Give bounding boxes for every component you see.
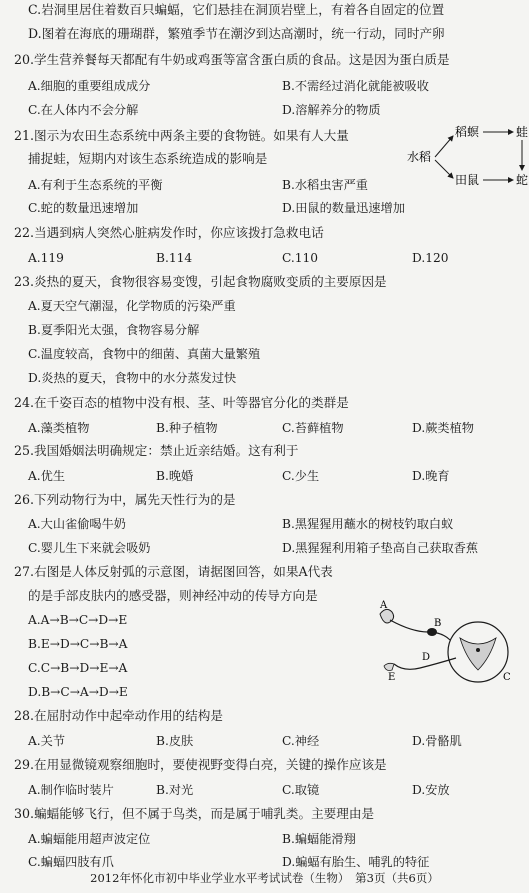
node-vole: 田鼠 <box>455 173 480 187</box>
q30-option-b: B.蝙蝠能滑翔 <box>282 832 356 846</box>
node-snake: 蛇 <box>516 173 529 187</box>
q27-option-d: D.B→C→A→D→E <box>28 685 128 699</box>
q26-option-b: B.黑猩猩用蘸水的树枝钓取白蚁 <box>282 517 454 531</box>
q23-option-a: A.夏天空气潮湿，化学物质的污染严重 <box>28 299 236 313</box>
q22-option-a: A.119 <box>28 251 64 265</box>
reflex-arc-diagram <box>350 598 520 690</box>
q28-stem: 28.在屈肘动作中起牵动作用的结构是 <box>14 708 223 723</box>
q29-option-d: D.安放 <box>412 783 450 797</box>
q20-option-d: D.溶解养分的物质 <box>282 103 381 117</box>
q28-option-b: B.皮肤 <box>156 734 194 748</box>
q21-option-c: C.蛇的数量迅速增加 <box>28 201 139 215</box>
q26-option-d: D.黑猩猩利用箱子垫高自己获取香蕉 <box>282 541 479 555</box>
q23-option-b: B.夏季阳光太强，食物容易分解 <box>28 323 200 337</box>
q22-stem: 22.当遇到病人突然心脏病发作时，你应该拨打急救电话 <box>14 225 324 240</box>
q29-option-a: A.制作临时装片 <box>28 783 114 797</box>
q29-option-b: B.对光 <box>156 783 194 797</box>
q27-stem-line1: 27.右图是人体反射弧的示意图，请据图回答，如果A代表 <box>14 564 333 579</box>
label-a: A <box>380 600 388 611</box>
q25-stem: 25.我国婚姻法明确规定：禁止近亲结婚。这有利于 <box>14 443 299 458</box>
q27-option-c: C.C→B→D→E→A <box>28 661 128 675</box>
label-e: E <box>388 672 396 683</box>
q22-option-c: C.110 <box>282 251 319 265</box>
q24-option-c: C.苔藓植物 <box>282 421 344 435</box>
q28-option-d: D.骨骼肌 <box>412 734 462 748</box>
q24-option-b: B.种子植物 <box>156 421 218 435</box>
q25-option-c: C.少生 <box>282 469 320 483</box>
q20-option-c: C.在人体内不会分解 <box>28 103 139 117</box>
q25-option-b: B.晚婚 <box>156 469 194 483</box>
q20-stem: 20.学生营养餐每天都配有牛奶或鸡蛋等富含蛋白质的食品。这是因为蛋白质是 <box>14 52 450 67</box>
food-chain-diagram <box>405 122 529 200</box>
q19-option-d: D.图着在海底的珊瑚群，繁殖季节在潮汐到达高潮时，统一行动，同时产卵 <box>28 26 445 41</box>
q28-option-a: A.关节 <box>28 734 66 748</box>
q23-option-d: D.炎热的夏天，食物中的水分蒸发过快 <box>28 371 237 385</box>
q30-stem: 30.蝙蝠能够飞行，但不属于鸟类，而是属于哺乳类。主要理由是 <box>14 806 375 821</box>
q20-option-b: B.不需经过消化就能被吸收 <box>282 79 429 93</box>
node-frog: 蛙 <box>516 125 529 139</box>
q26-option-a: A.大山雀偷喝牛奶 <box>28 517 126 531</box>
label-c: C <box>503 672 511 683</box>
q29-stem: 29.在用显微镜观察细胞时，要使视野变得白亮，关键的操作应该是 <box>14 757 387 772</box>
q25-option-a: A.优生 <box>28 469 66 483</box>
label-d: D <box>422 652 431 663</box>
q27-option-b: B.E→D→C→B→A <box>28 637 128 651</box>
q30-option-c: C.蝙蝠四肢有爪 <box>28 855 114 869</box>
q19-option-c: C.岩洞里居住着数百只蝙蝠，它们悬挂在洞顶岩壁上，有着各自固定的位置 <box>28 2 445 17</box>
q20-option-a: A.细胞的重要组成成分 <box>28 79 151 93</box>
label-b: B <box>434 618 442 629</box>
q21-option-b: B.水稻虫害严重 <box>282 178 368 192</box>
q24-option-a: A.藻类植物 <box>28 421 90 435</box>
q27-stem-line2: 的是手部皮肤内的感受器，则神经冲动的传导方向是 <box>28 588 318 603</box>
node-rice: 水稻 <box>407 150 432 164</box>
q26-stem: 26.下列动物行为中，属先天性行为的是 <box>14 492 236 507</box>
q21-option-d: D.田鼠的数量迅速增加 <box>282 201 405 215</box>
q23-stem: 23.炎热的夏天，食物很容易变馊，引起食物腐败变质的主要原因是 <box>14 274 387 289</box>
page-footer: 2012年怀化市初中毕业学业水平考试试卷（生物） 第3页（共6页） <box>90 871 439 885</box>
q28-option-c: C.神经 <box>282 734 320 748</box>
q24-stem: 24.在千姿百态的植物中没有根、茎、叶等器官分化的类群是 <box>14 395 349 410</box>
q26-option-c: C.婴儿生下来就会吸奶 <box>28 541 151 555</box>
q22-option-d: D.120 <box>412 251 449 265</box>
q21-option-a: A.有利于生态系统的平衡 <box>28 178 163 192</box>
q25-option-d: D.晚育 <box>412 469 450 483</box>
q29-option-c: C.取镜 <box>282 783 320 797</box>
q22-option-b: B.114 <box>156 251 193 265</box>
node-locust: 稻螟 <box>455 125 480 139</box>
q30-option-a: A.蝙蝠能用超声波定位 <box>28 832 151 846</box>
q27-option-a: A.A→B→C→D→E <box>28 613 128 627</box>
q21-stem-line2: 捕捉蛙，短期内对该生态系统造成的影响是 <box>28 151 268 166</box>
q24-option-d: D.蕨类植物 <box>412 421 474 435</box>
q23-option-c: C.温度较高，食物中的细菌、真菌大量繁殖 <box>28 347 261 361</box>
q21-stem-line1: 21.图示为农田生态系统中两条主要的食物链。如果有人大量 <box>14 128 349 143</box>
q30-option-d: D.蝙蝠有胎生、哺乳的特征 <box>282 855 430 869</box>
